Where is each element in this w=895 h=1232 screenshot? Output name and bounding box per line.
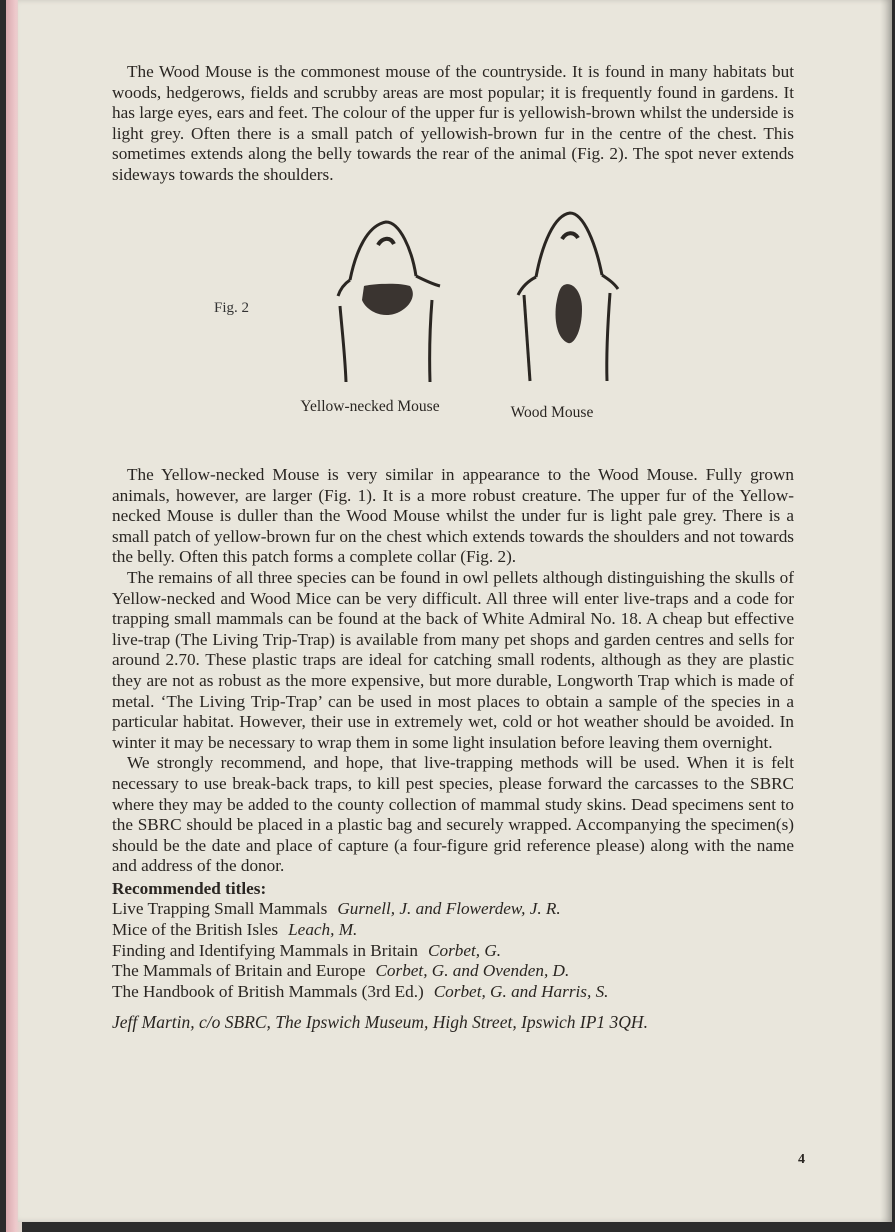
reference-title: The Mammals of Britain and Europe (112, 961, 366, 981)
wood-mouse-illustration (510, 205, 630, 385)
reference-item (112, 899, 794, 920)
reference-author: Corbet, G. (428, 940, 502, 960)
paragraph-owl-pellets: The remains of all three species can be found in owl pellets although distinguishing the skulls of Yellow-necked and Wood Mice can be very difficult. All three will enter live-traps and a code for trapping small mammals can be found at the back of White Admiral No. 18. A cheap but effective live-trap (The Living Trip-Trap) is available from many pet shops and garden centres and sells for around 2.70. These plastic traps are ideal for catching small rodents, although as they are plastic they are not as robust as the more expensive, but more durable, Longworth Trap which is made of metal. ‘The Living Trip-Trap’ can be used in most places to obtain a sample of the species in a particular habitat. However, their use in extremely wet, cold or hot weather should be avoided. In winter it may be necessary to wrap them in some light insulation before leaving them overnight. (112, 567, 794, 752)
reference-item (112, 961, 794, 982)
reference-title: Finding and Identifying Mammals in Britain (112, 940, 419, 960)
figure-label: Fig. 2 (214, 300, 250, 316)
intro-paragraph: The Wood Mouse is the commonest mouse of the countryside. It is found in many habitats but woods, hedgerows, fields and scrubby areas are most popular; it is frequently found in gardens. It has large eyes, ears and feet. The colour of the upper fur is yellowish-brown whilst the underside is light grey. Often there is a small patch of yellowish-brown fur in the centre of the chest. This sometimes extends along the belly towards the rear of the animal (Fig. 2). The spot never extends sideways towards the shoulders. (112, 62, 794, 184)
reference-item (112, 982, 794, 1003)
reference-item (112, 941, 794, 962)
reference-item (112, 920, 794, 941)
reference-author: Corbet, G. and Ovenden, D. (375, 961, 570, 981)
body-text (112, 465, 794, 1033)
paragraph-yellow-necked: The Yellow-necked Mouse is very similar in appearance to the Wood Mouse. Fully grown animals, however, are larger (Fig. 1). It is a more robust creature. The upper fur of the Yellow-necked Mouse is duller than the Wood Mouse whilst the under fur is light pale grey. There is a small patch of yellow-brown fur on the chest which extends towards the shoulders and not towards the belly. Often this patch forms a complete collar (Fig. 2). (112, 465, 794, 567)
caption-yellow-necked-mouse: Yellow-necked Mouse (300, 398, 440, 415)
paragraph-live-trapping: We strongly recommend, and hope, that live-trapping methods will be used. When it is felt necessary to use break-back traps, to kill pest species, please forward the carcasses to the SBRC where they may be added to the county collection of mammal study skins. Dead specimens sent to the SBRC should be placed in a plastic bag and securely wrapped. Accompanying the specimen(s) should be the date and place of capture (a four-figure grid reference please) along with the name and address of the donor. (112, 753, 794, 876)
reference-author: Corbet, G. and Harris, S. (433, 981, 609, 1001)
reference-author: Gurnell, J. and Flowerdew, J. R. (337, 899, 561, 919)
contact-address: Jeff Martin, c/o SBRC, The Ipswich Museum, High Street, Ipswich IP1 3QH. (112, 1012, 648, 1033)
yellow-necked-mouse-illustration (328, 210, 448, 385)
caption-wood-mouse: Wood Mouse (510, 404, 594, 421)
recommended-heading: Recommended titles: (112, 878, 267, 898)
page-number: 4 (798, 1152, 805, 1167)
reference-author: Leach, M. (288, 920, 358, 940)
reference-title: The Handbook of British Mammals (3rd Ed.) (112, 981, 424, 1001)
reference-title: Mice of the British Isles (112, 920, 279, 940)
reference-title: Live Trapping Small Mammals (112, 899, 328, 919)
